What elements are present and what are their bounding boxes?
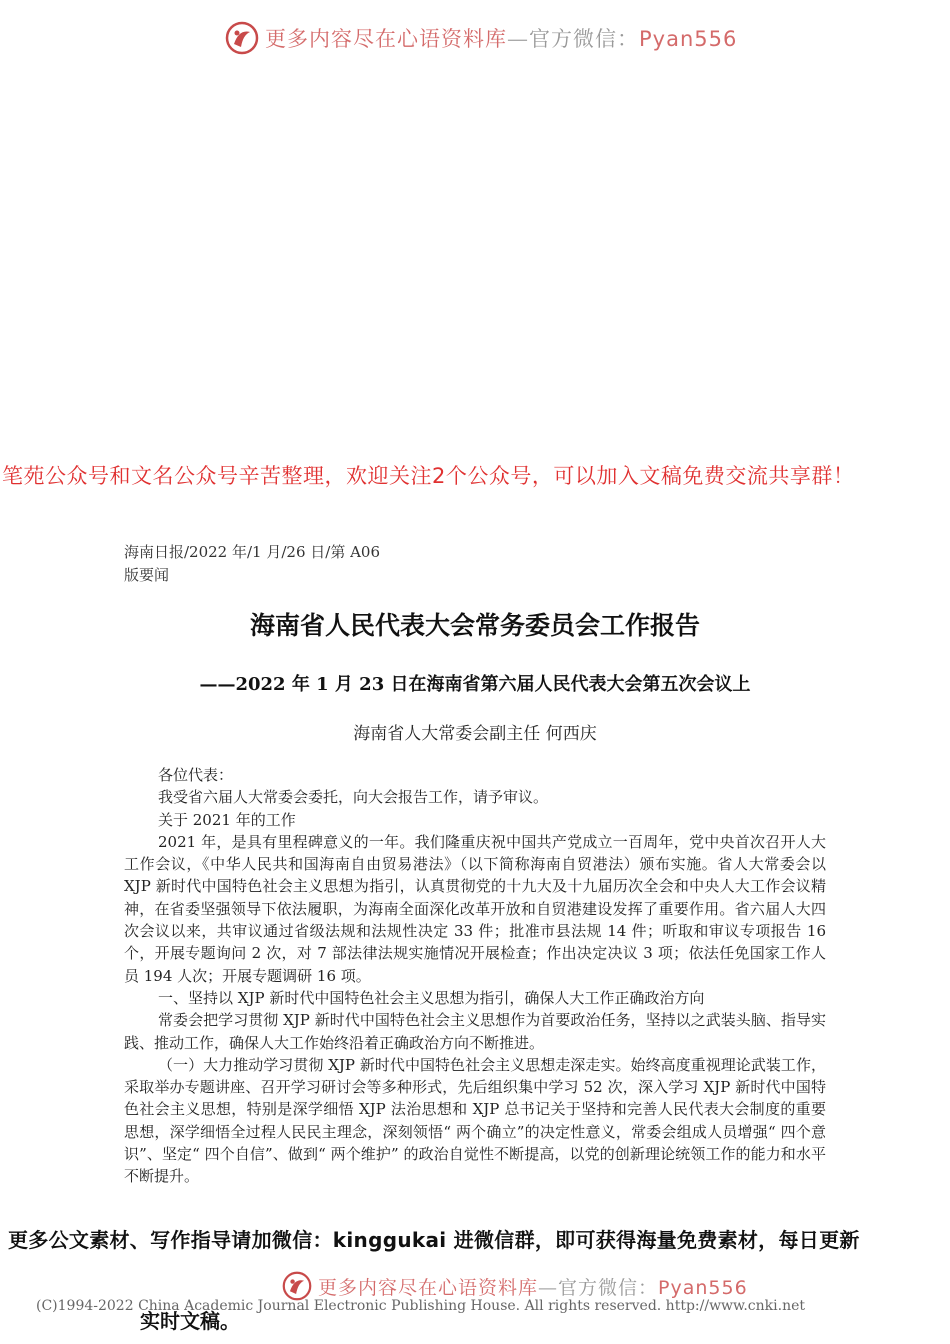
report-body — [124, 764, 826, 1188]
seal-logo-icon — [225, 21, 259, 55]
bottom-promo-banner-continuation: 实时文稿。 — [140, 1309, 240, 1333]
report-speaker: 海南省人大常委会副主任 何西庆 — [353, 724, 597, 744]
bottom-promo-banner: 更多公文素材、写作指导请加微信：kinggukai 进微信群，即可获得海量免费素材，每日更新 — [8, 1228, 860, 1252]
body-paragraph: 常委会把学习贯彻 XJP 新时代中国特色社会主义思想作为首要政治任务，坚持以之武装头脑、指导实践、推动工作，确保人大工作始终沿着正确政治方向不断推进。 — [124, 1011, 826, 1052]
source-line-2: 版要闻 — [124, 566, 170, 584]
watermark-text: 更多内容尽在心语资料库 — [318, 1276, 539, 1299]
watermark-wechat-id: Pyan556 — [639, 27, 738, 51]
watermark-top — [225, 18, 737, 58]
source-line-1: 海南日报/2022 年/1 月/26 日/第 A06 — [124, 543, 381, 561]
report-title: 海南省人民代表大会常务委员会工作报告 — [249, 611, 700, 640]
watermark-text: 更多内容尽在心语资料库 — [265, 27, 507, 51]
body-paragraph: 我受省六届人大常委会委托，向大会报告工作，请予审议。 — [158, 788, 549, 807]
body-paragraph: 一、坚持以 XJP 新时代中国特色社会主义思想为指引，确保人大工作正确政治方向 — [158, 988, 705, 1007]
watermark-wechat-label: 官方微信： — [529, 27, 639, 51]
watermark-wechat-label: 官方微信： — [558, 1276, 659, 1299]
watermark-separator: — — [507, 27, 529, 51]
body-paragraph: 关于 2021 年的工作 — [158, 810, 296, 829]
watermark-wechat-id: Pyan556 — [658, 1276, 748, 1299]
report-subtitle: ——2022 年 1 月 23 日在海南省第六届人民代表大会第五次会议上 — [199, 674, 751, 695]
seal-logo-icon — [282, 1271, 312, 1301]
body-paragraph: 2021 年，是具有里程碑意义的一年。我们隆重庆祝中国共产党成立一百周年，党中央首次召开人大工作会议，《中华人民共和国海南自由贸易港法》（以下简称海南自贸港法）颁布实施。省人大常委会以 XJP 新时代中国特色社会主义思想为指引，认真贯彻党的十九大及十九届历次全会和中央人大工作会议精神，在省委坚强领导下依法履职，为海南全面深化改革开放和自贸港建设发挥了重要作用。省六届人大四次会议以来，共审议通过省级法规和法规性决定 33 件；批准市县法规 14 件；听取和审议专项报告 16 个，开展专题询问 2 次，对 7 部法律法规实施情况开展检查；作出决定决议 3 项；依法任免国家工作人员 194 人次；开展专题调研 16 项。 — [124, 832, 826, 985]
copyright-footer: (C)1994-2022 China Academic Journal Electronic Publishing House. All rights reserved. http://www.cnki.net — [36, 1298, 806, 1314]
watermark-separator: — — [538, 1276, 559, 1299]
promo-banner: 笔苑公众号和文名公众号辛苦整理，欢迎关注2个公众号，可以加入文稿免费交流共享群！ — [2, 464, 855, 488]
body-paragraph: 各位代表： — [158, 766, 234, 784]
source-info — [124, 541, 380, 587]
body-paragraph: （一）大力推动学习贯彻 XJP 新时代中国特色社会主义思想走深走实。始终高度重视理论武装工作，采取举办专题讲座、召开学习研讨会等多种形式，先后组织集中学习 52 次，深入学习 XJP 新时代中国特色社会主义思想，特别是深学细悟 XJP 法治思想和 XJP 总书记关于坚持和完善人民代表大会制度的重要思想，深学细悟全过程人民民主理念，深刻领悟“ 两个确立”的决定性意义，常委会组成人员增强“ 四个意识”、坚定“ 四个自信”、做到“ 两个维护” 的政治自觉性不断提高，以党的创新理论统领工作的能力和水平不断提升。 — [124, 1055, 826, 1186]
